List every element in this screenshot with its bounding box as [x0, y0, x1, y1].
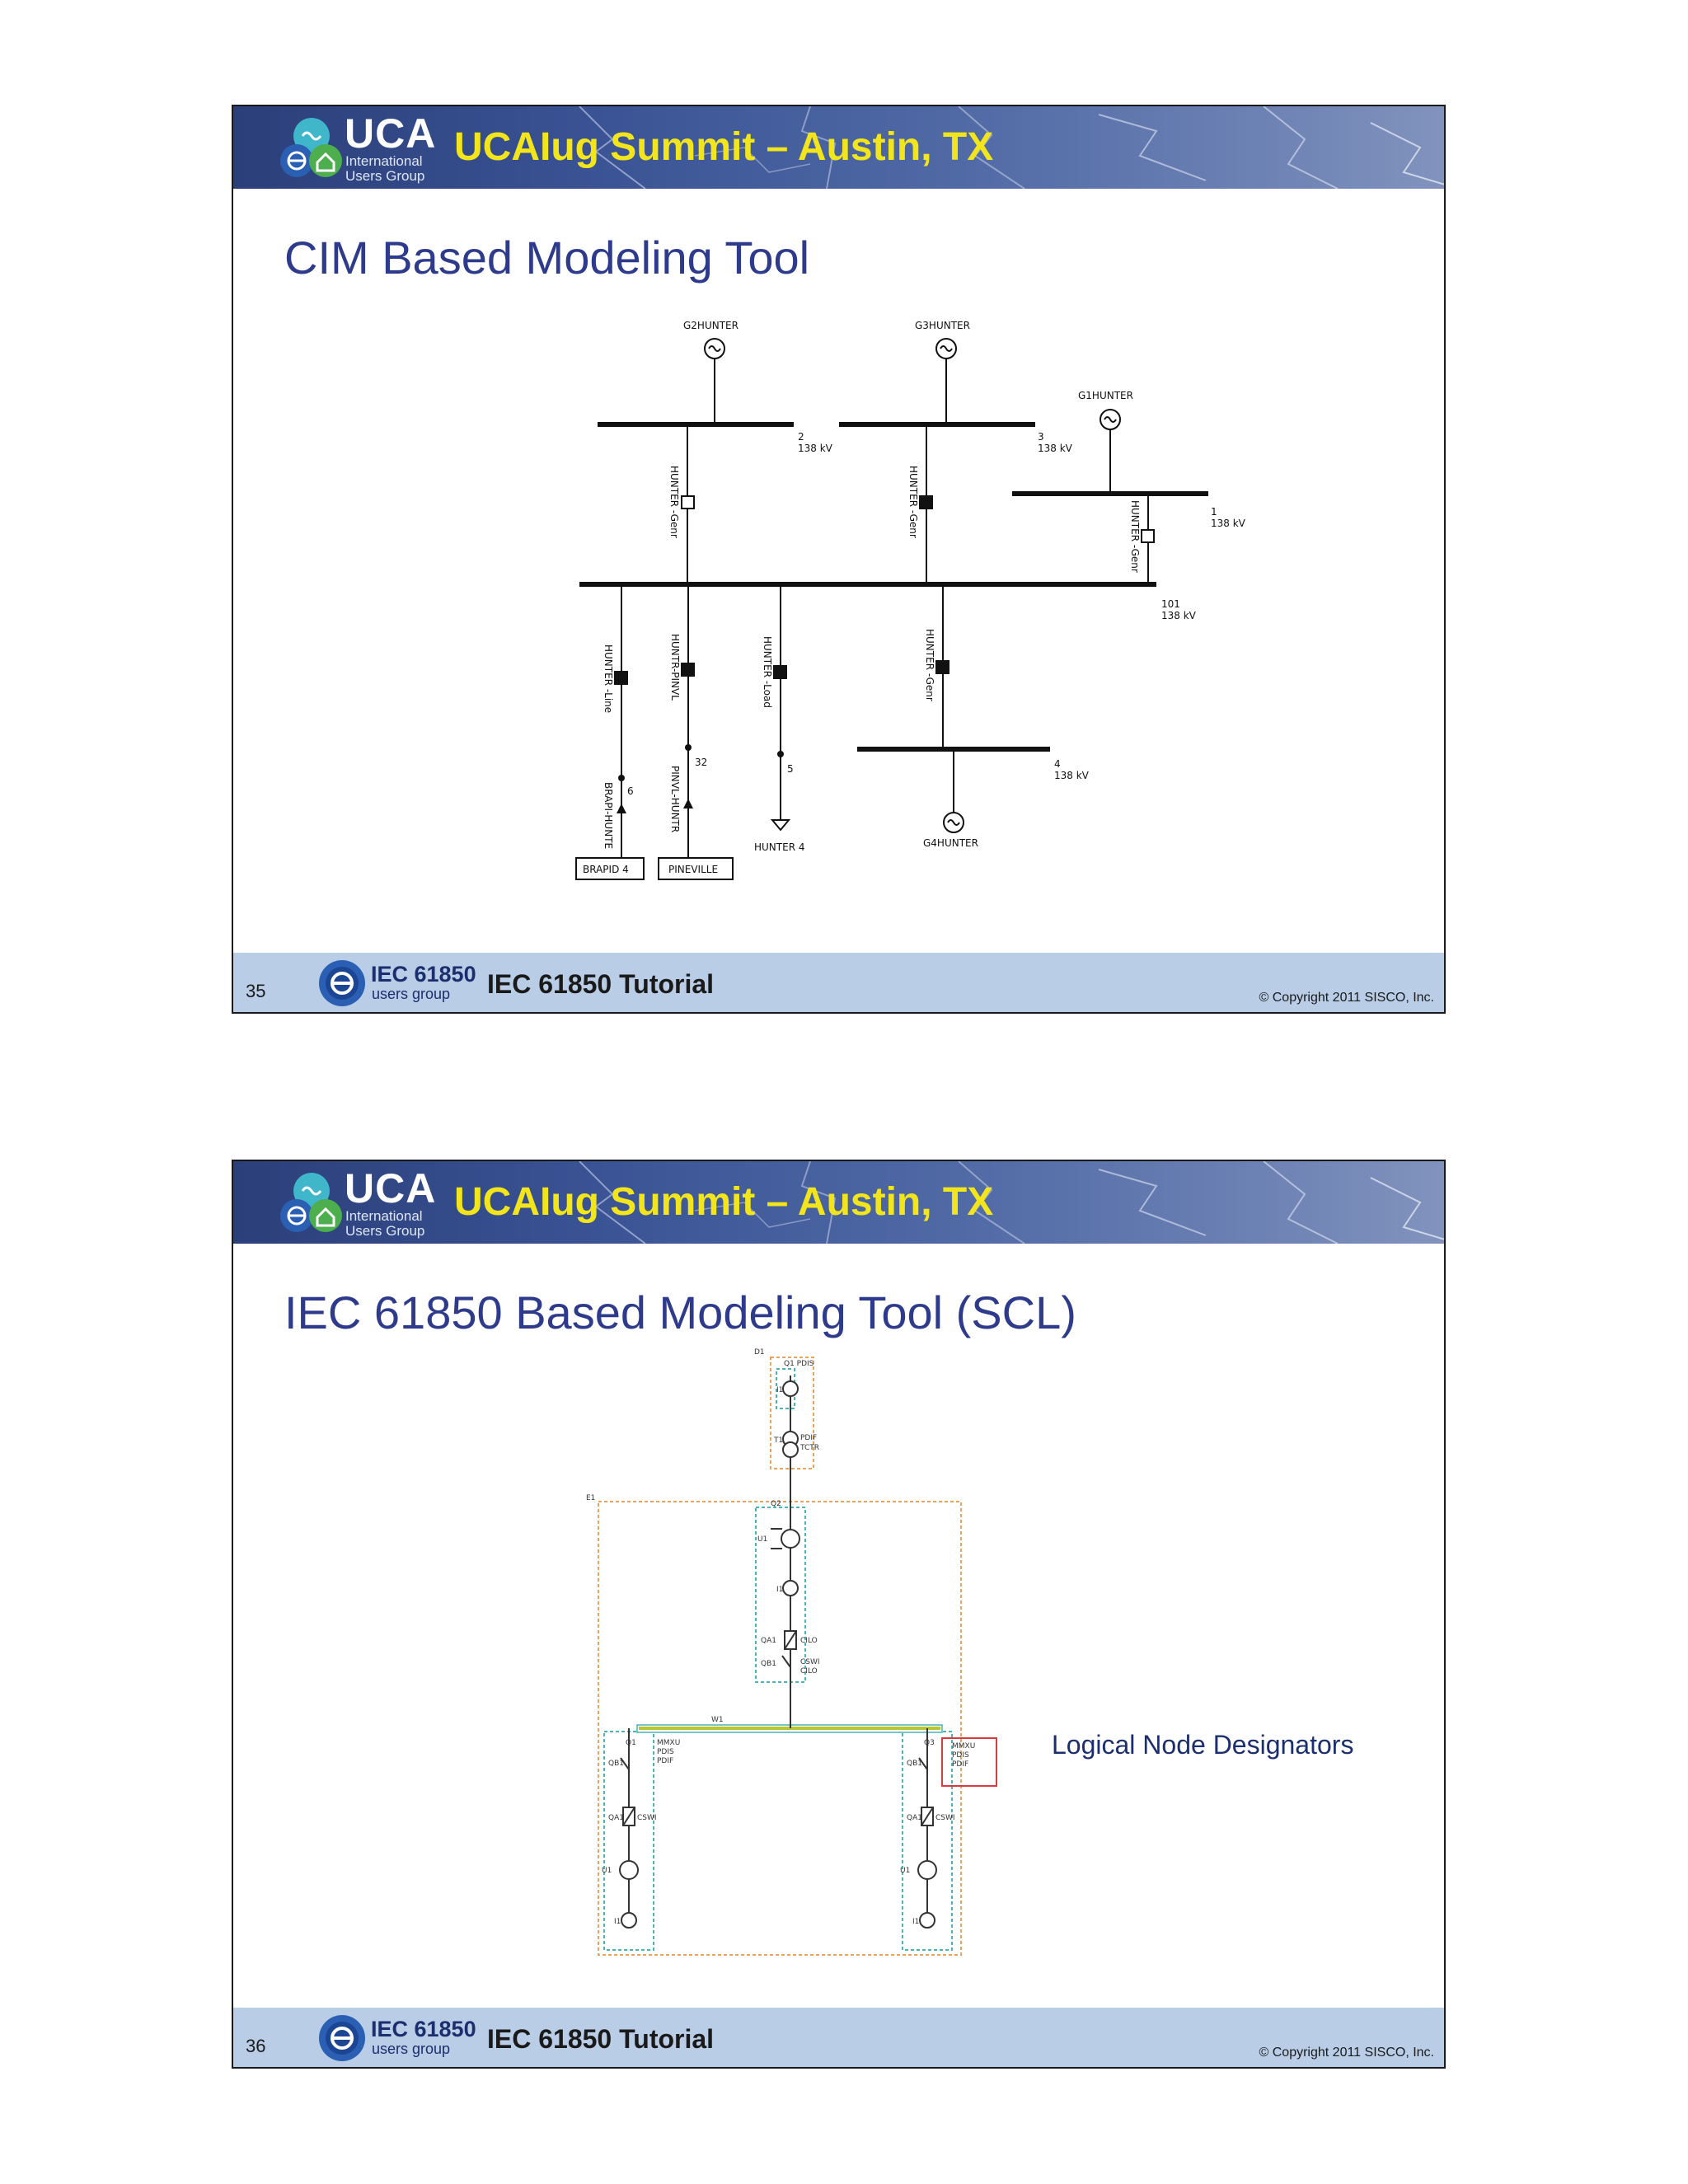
label-u1: U1: [602, 1867, 612, 1875]
slide-title: CIM Based Modeling Tool: [284, 232, 810, 284]
breaker-closed-icon: [936, 661, 949, 673]
bus-1: [1012, 491, 1208, 496]
branch-label: HUNTER -Line: [603, 644, 614, 714]
bus-kv: 138 kV: [798, 443, 832, 454]
branch-label: HUNTER -Load: [762, 636, 773, 708]
node-number: 32: [695, 757, 708, 768]
iec-logo-text: IEC 61850: [371, 962, 476, 987]
logical-node-designators-annotation: Logical Node Designators: [1052, 1730, 1354, 1760]
label-i1: I1: [776, 1586, 784, 1594]
label-u1: U1: [757, 1535, 768, 1544]
banner-title: UCAIug Summit – Austin, TX: [454, 125, 994, 169]
node-number: 6: [627, 785, 634, 797]
ct-i1-icon: [783, 1581, 798, 1596]
bus-number: 1: [1211, 506, 1217, 518]
label-cilo: CILO: [800, 1637, 818, 1645]
iec-logo-text: IEC 61850: [371, 2017, 476, 2041]
label-cswi: CSWI: [637, 1814, 657, 1822]
label-w1: W1: [711, 1716, 724, 1724]
scl-single-line-diagram: [233, 1161, 1446, 2010]
iec-61850-logo-icon: [317, 958, 367, 1008]
branch-label: HUNTR-PINVL: [669, 634, 681, 701]
slide-footer: [233, 953, 1444, 1012]
ct-i1-icon: [621, 1913, 636, 1928]
line-label: BRAPI-HUNTE: [603, 782, 614, 850]
load-label: HUNTER 4: [754, 841, 805, 853]
footer-title: IEC 61850 Tutorial: [487, 2024, 715, 2054]
line-label: PINVL-HUNTR: [669, 766, 681, 833]
label-q1: Q1: [626, 1739, 636, 1747]
bus-2: [598, 422, 794, 427]
slide-36: [232, 1160, 1446, 2069]
page-number: 36: [246, 2036, 266, 2056]
page-number: 35: [246, 981, 266, 1001]
gen-label: G1HUNTER: [1078, 390, 1133, 401]
gen-label: G3HUNTER: [915, 320, 970, 331]
bus-kv: 138 kV: [1211, 518, 1245, 529]
label-t1: T1: [774, 1436, 784, 1445]
copyright: © Copyright 2011 SISCO, Inc.: [1259, 991, 1434, 1005]
cim-one-line-diagram: [233, 106, 1446, 955]
footer-title: IEC 61850 Tutorial: [487, 969, 715, 999]
uca-logo-line-1: International: [345, 1208, 423, 1224]
label-mmxu: MMXU: [952, 1742, 976, 1750]
station-label: PINEVILLE: [668, 864, 719, 875]
slide-footer: [233, 2008, 1444, 2067]
bus-kv: 138 kV: [1054, 770, 1089, 781]
bus-kv: 138 kV: [1161, 610, 1196, 621]
label-q3: Q3: [924, 1739, 935, 1747]
label-cilo: CILO: [800, 1667, 818, 1675]
iec-logo-subtext: users group: [372, 986, 451, 1002]
label-u1: U1: [900, 1867, 911, 1875]
bus-number: 3: [1038, 431, 1044, 443]
breaker-open-icon: [1142, 530, 1154, 542]
bus-number: 4: [1054, 758, 1061, 770]
branch-label: HUNTER -Genr: [1129, 500, 1141, 573]
copyright: © Copyright 2011 SISCO, Inc.: [1259, 2046, 1434, 2060]
branch-label: HUNTER -Genr: [668, 466, 680, 538]
label-i1: I1: [912, 1918, 920, 1926]
ct-i1-icon: [920, 1913, 935, 1928]
uca-logo-text: UCA: [345, 110, 437, 157]
label-d1: D1: [754, 1348, 765, 1357]
bus-number: 2: [798, 431, 804, 443]
iec-logo-subtext: users group: [372, 2041, 451, 2057]
vt-u1-icon: [781, 1530, 799, 1548]
label-pdif: PDIF: [952, 1760, 969, 1769]
label-pdif: PDIF: [800, 1434, 818, 1442]
label-i1: I1: [614, 1918, 621, 1926]
label-cswi: CSWI: [800, 1658, 820, 1666]
breaker-closed-icon: [774, 666, 786, 678]
slide-35: [232, 105, 1446, 1014]
uca-logo-line-2: Users Group: [345, 1223, 425, 1239]
label-i1: I1: [776, 1386, 784, 1394]
station-label: BRAPID 4: [583, 864, 629, 875]
ct-i1-icon: [783, 1381, 798, 1396]
bus-3: [839, 422, 1035, 427]
bus-4: [857, 747, 1050, 752]
label-qa1: QA1: [608, 1814, 624, 1822]
label-mmxu: MMXU: [657, 1739, 681, 1747]
breaker-closed-icon: [682, 663, 694, 676]
label-qb1: QB1: [608, 1760, 624, 1768]
label-pdif: PDIF: [657, 1757, 674, 1765]
bus-kv: 138 kV: [1038, 443, 1072, 454]
label-qb1: QB1: [907, 1760, 922, 1768]
breaker-open-icon: [682, 496, 694, 509]
label-qa1: QA1: [761, 1637, 776, 1645]
vt-u1-icon: [620, 1861, 638, 1879]
label-q1-pdis: Q1 PDIS: [784, 1360, 814, 1368]
uca-logo-text: UCA: [345, 1165, 437, 1212]
breaker-closed-icon: [615, 672, 627, 684]
gen-label: G2HUNTER: [683, 320, 738, 331]
label-cswi: CSWI: [935, 1814, 955, 1822]
uca-logo-line-1: International: [345, 153, 423, 169]
label-pdis: PDIS: [952, 1751, 969, 1760]
label-e1: E1: [586, 1494, 596, 1502]
bus-number: 101: [1161, 598, 1180, 610]
gen-label: G4HUNTER: [923, 837, 978, 849]
vt-u1-icon: [918, 1861, 936, 1879]
label-pdis: PDIS: [657, 1748, 674, 1756]
disconnector-qb1-icon: [782, 1656, 790, 1667]
node-number: 5: [787, 763, 794, 775]
slide-title: IEC 61850 Based Modeling Tool (SCL): [284, 1286, 1076, 1338]
label-q2: Q2: [771, 1500, 781, 1508]
label-qa1: QA1: [907, 1814, 922, 1822]
iec-61850-logo-icon: [317, 2013, 367, 2063]
breaker-closed-icon: [920, 496, 932, 509]
label-qb1: QB1: [761, 1660, 776, 1668]
branch-label: HUNTER -Genr: [907, 466, 919, 538]
banner-title: UCAIug Summit – Austin, TX: [454, 1180, 994, 1224]
uca-logo-line-2: Users Group: [345, 168, 425, 184]
bus-101: [579, 582, 1156, 587]
label-tctr: TCTR: [800, 1444, 820, 1452]
branch-label: HUNTER -Genr: [924, 629, 935, 701]
